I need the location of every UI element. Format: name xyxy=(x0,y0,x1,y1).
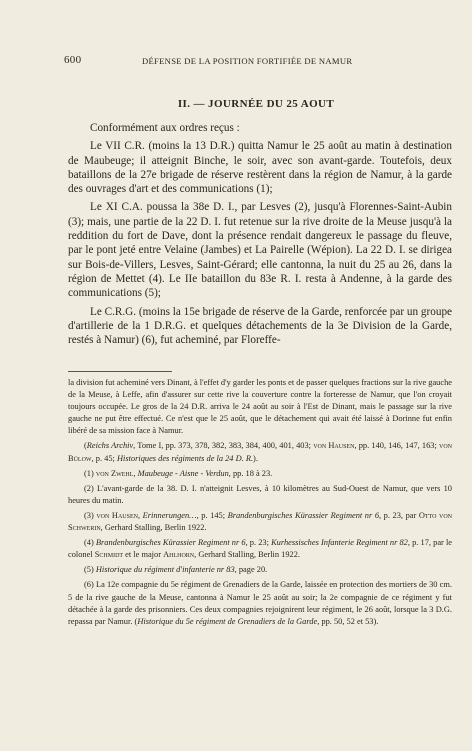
paragraph: Le VII C.R. (moins la 13 D.R.) quitta Namur le 25 août au matin à destination de Maubeuge; il atteignit Binche, le soir, avec son avant-garde. Toutefois, deux bataillons de la 27e brigade de réserve restèrent dans la région de Namur, à la garde des ouvrages d'art et des communications (1); xyxy=(68,140,452,196)
footnote-rule xyxy=(68,371,172,372)
running-title: DÉFENSE DE LA POSITION FORTIFIÉE DE NAMUR xyxy=(142,56,353,66)
footnote-5: (5) Historique du régiment d'infanterie nr 83, page 20. xyxy=(84,565,268,575)
footnote-6: (6) La 12e compagnie du 5e régiment de Grenadiers de la Garde, laissée en protection des mortiers de 30 cm. 5 de la rive gauche de la Meuse, cantonna à Namur le 25 août au soir; la 2e compagnie de ce régiment y fut détachée à la garde des prisonniers. Ces deux compagnies rejoignirent leur régiment, le 26 août, lorsque la 3 D.G. repassa par Namur. (Historique du 5e régiment de Grenadiers de la Garde, pp. 50, 52 et 53). xyxy=(68,580,452,626)
paragraph: Le XI C.A. poussa la 38e D. I., par Lesves (2), jusqu'à Florennes-Saint-Aubin (3); mais, une partie de la 22 D. I. fut retenue sur la rive droite de la Meuse jusqu'à la reddition du fort de Dave, dont la présence rendait dangereux le passage du fleuve, par le pont jeté entre Velaine (Jambes) et La Pairelle (Wépion). La 22 D. I. se dirigea sur Bois-de-Villers, Lesves, Saint-Gérard; elle cantonna, la nuit du 25 au 26, dans la région de Mettet (4). Le IIe bataillon du 83e R. I. resta à Andenne, à la garde des communications (5); xyxy=(68,201,452,300)
footnote-1: (1) von Zwehl, Maubeuge - Aisne - Verdun, pp. 18 à 23. xyxy=(84,468,273,478)
paragraph: Le C.R.G. (moins la 15e brigade de réserve de la Garde, renforcée par un groupe d'artillerie de la 1 D.R.G. et quelques détachements de la 3e Division de la Garde, restés à Namur) (6), fut acheminé, par Floreffe- xyxy=(68,305,452,347)
footnote-4: (4) Brandenburgisches Kürassier Regiment nr 6, p. 23; Kurhessisches Infanterie Regiment nr 82, p. 17, par le colonel Schmidt et le major Ahlhorn, Gerhard Stalling, Berlin 1922. xyxy=(68,538,453,560)
main-text xyxy=(68,121,452,351)
section-title: II. — JOURNÉE DU 25 AOUT xyxy=(177,98,335,110)
page-number: 600 xyxy=(64,54,82,66)
footnote-continuation: la division fut acheminé vers Dinant, à l'effet d'y garder les ponts et de passer quelques fractions sur la rive gauche de la Meuse, à Leffe, afin d'assurer sur cette rive la couverture contre la forteresse de Namur, que l'on croyait toujours occupée. Le gros de la 24 D.R. arriva le 24 août au soir à l'Est de Dinant, mais le passage sur la rive gauche ne put être effectué. Ce n'est que le 25 août, que le détachement qui avait été laissé à Dorinne fut enfin libéré de sa mission face à Namur. xyxy=(68,378,452,436)
running-header xyxy=(64,54,448,68)
paragraph: Conformément aux ordres reçus : xyxy=(90,122,240,134)
ref-work: Historiques des régiments de la 24 D. R. xyxy=(116,453,254,463)
footnote-references: (Reichs Archiv, Tome I, pp. 373, 378, 382, 383, 384, 400, 401, 403; von Hausen, pp. 140, 146, 147, 163; von Bülow, p. 45; Historiques des régiments de la 24 D. R.). xyxy=(68,441,452,463)
ref-author: von Bülow xyxy=(68,441,452,463)
footnotes xyxy=(68,377,452,631)
ref-author: von Hausen xyxy=(313,441,355,451)
footnote-2: (2) L'avant-garde de la 38. D. I. n'atteignit Lesves, à 10 kilomètres au Sud-Ouest de Namur, que vers 10 heures du matin. xyxy=(68,483,452,505)
ref-work: Reichs Archiv xyxy=(86,441,134,451)
footnote-3: (3) von Hausen, Erinnerungen…, p. 145; Brandenburgisches Kürassier Regiment nr 6, p. 23, par Otto von Schwerin, Gerhard Stalling, Berlin 1922. xyxy=(68,510,453,533)
